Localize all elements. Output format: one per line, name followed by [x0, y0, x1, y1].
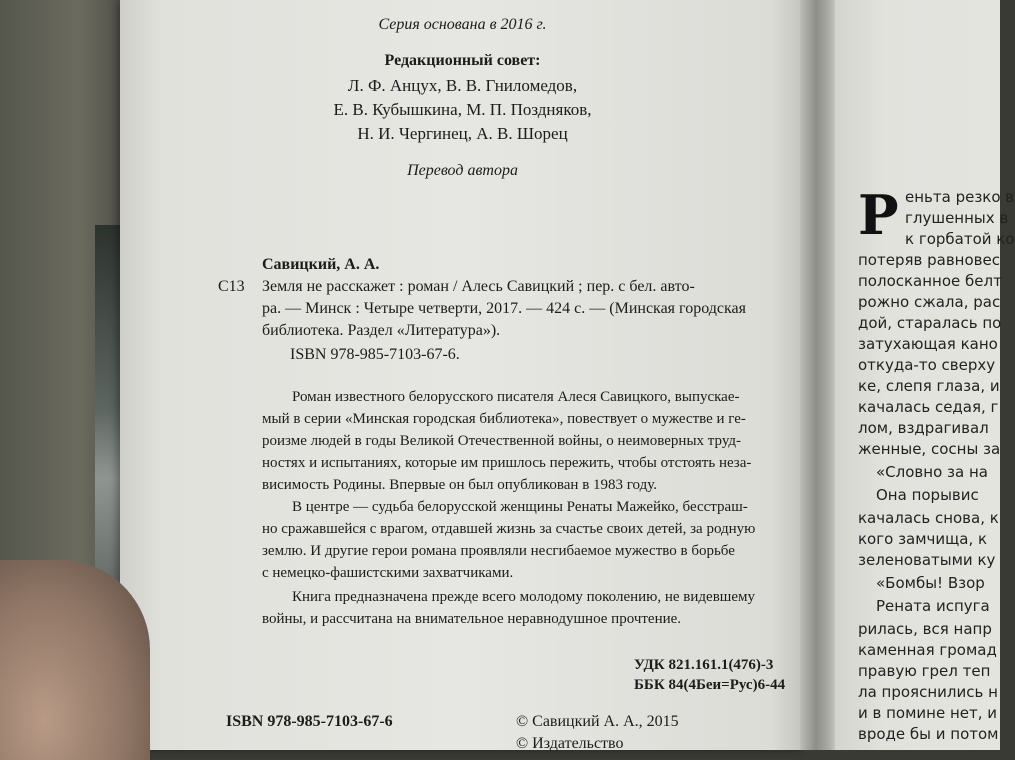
board-line: Н. И. Чергинец, А. В. Шорец — [357, 124, 568, 143]
author-heading: Савицкий, А. А. — [262, 256, 380, 273]
class-mark: С13 — [218, 278, 245, 295]
copyright-line: © Издательство — [516, 735, 624, 752]
right-page-line: ке, слепя глаза, и — [858, 377, 1000, 395]
right-page-line: ла прояснились н — [858, 683, 998, 701]
right-page-line: зеленоватыми ку — [858, 551, 996, 569]
right-page-line: откуда-то сверху — [858, 356, 996, 374]
drop-cap: Р — [858, 183, 899, 247]
right-page-line: Она порывис — [876, 486, 979, 504]
copyright-line: © Савицкий А. А., 2015 — [516, 713, 679, 730]
right-page-line: кого замчища, к — [858, 530, 988, 548]
right-page-line: и в помине нет, и — [858, 704, 998, 722]
right-page-line: дой, старалась по — [858, 314, 1002, 332]
series-note: Серия основана в 2016 г. — [378, 16, 547, 33]
board-line: Л. Ф. Анцух, В. В. Гниломедов, — [347, 76, 578, 95]
right-page-line: качалась снова, к — [858, 509, 999, 527]
right-page-line: рожно сжала, рас — [858, 293, 1001, 311]
biblio-line: библиотека. Раздел «Литература»). — [262, 322, 501, 339]
biblio-line: ра. — Минск : Четыре четверти, 2017. — 424 с. — (Минская городская — [262, 300, 746, 317]
translation-note: Перевод автора — [407, 162, 518, 179]
right-page-line: рилась, вся напр — [858, 620, 992, 638]
right-page-line: «Словно за на — [876, 463, 988, 481]
right-page-line: еньта резко в — [905, 188, 1015, 206]
right-page-line: вроде бы и потом — [858, 725, 999, 743]
board-title: Редакционный совет: — [384, 52, 541, 69]
bbk-code: ББК 84(4Беи=Рус)6-44 — [634, 677, 786, 693]
biblio-line: Земля не расскажет : роман / Алесь Савицкий ; пер. с бел. авто- — [262, 278, 695, 295]
board-line: Е. В. Кубышкина, М. П. Поздняков, — [333, 100, 592, 119]
book-gutter — [800, 0, 840, 750]
right-page-line: каменная громад — [858, 641, 997, 659]
annotation-line: роизме людей в годы Великой Отечественной войны, о неимоверных труд- — [262, 433, 741, 449]
isbn-line: ISBN 978-985-7103-67-6. — [290, 346, 460, 363]
right-page-line: женные, сосны за — [858, 440, 1001, 458]
right-page-line: полосканное белт — [858, 272, 1002, 290]
annotation-line: но сражавшейся с врагом, отдавшей жизнь за счастье своих детей, за родную — [262, 521, 756, 537]
annotation-line: мый в серии «Минская городская библиотека», повествует о мужестве и ге- — [262, 411, 746, 427]
annotation-line: землю. И другие герои романа проявляли несгибаемое мужество в борьбе — [262, 543, 735, 559]
right-page-line: к горбатой ко — [905, 230, 1015, 248]
annotation-line: Роман известного белорусского писателя Алеся Савицкого, выпускае- — [292, 389, 740, 405]
right-page-line: глушенных в — [905, 209, 1009, 227]
annotation-line: с немецко-фашистскими захватчиками. — [262, 565, 514, 581]
bottom-isbn: ISBN 978-985-7103-67-6 — [226, 713, 393, 730]
right-page-line: «Бомбы! Взор — [876, 574, 985, 592]
finger — [0, 560, 150, 760]
right-page-line: правую грел теп — [858, 662, 991, 680]
right-page-line: потеряв равновес — [858, 251, 1000, 269]
right-page-line: Рената испуга — [876, 597, 990, 615]
annotation-line: войны, и рассчитана на внимательное неравнодушное прочтение. — [262, 611, 682, 627]
udk-code: УДК 821.161.1(476)-3 — [634, 657, 774, 673]
right-page-line: лом, вздрагивал — [858, 419, 989, 437]
annotation-line: В центре — судьба белорусской женщины Ренаты Мажейко, бесстраш- — [292, 499, 748, 515]
annotation-line: Книга предназначена прежде всего молодому поколению, не видевшему — [292, 589, 755, 605]
right-page-line: качалась седая, г — [858, 398, 999, 416]
annotation-line: висимость Родины. Впервые он был опубликован в 1983 году. — [262, 477, 658, 493]
annotation-line: ностях и испытаниях, которые им пришлось пережить, чтобы отстоять неза- — [262, 455, 752, 471]
right-page-line: затухающая кано — [858, 335, 998, 353]
